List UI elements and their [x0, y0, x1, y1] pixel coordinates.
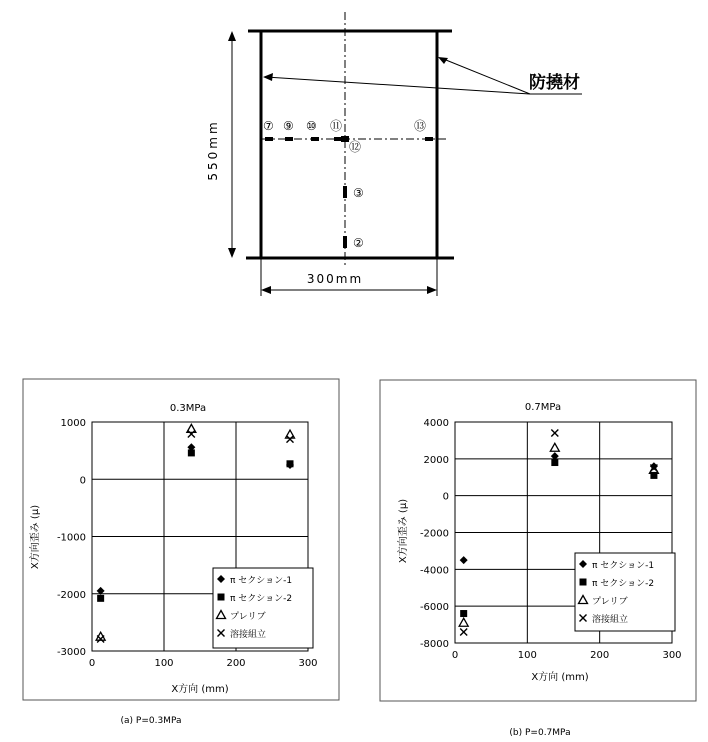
chart-b-point-s4 — [551, 430, 558, 437]
chart-a-ytick-label: 1000 — [60, 418, 86, 429]
chart-b-ytick-label: 0 — [442, 491, 449, 503]
chart-b-legend-marker — [580, 579, 587, 586]
chart-a-ytick-label: -2000 — [56, 589, 86, 601]
dim-width-label: 300mm — [306, 272, 364, 286]
chart-b-ytick-label: -2000 — [419, 528, 449, 540]
chart-b-xtick-label: 0 — [451, 650, 459, 661]
chart-b-legend-label: 溶接組立 — [592, 615, 629, 625]
chart-b-legend — [575, 553, 675, 631]
chart-b-point-s3 — [459, 618, 468, 626]
chart-a-title: 0.3MPa — [169, 403, 207, 414]
stiffener-label: 防撓材 — [529, 73, 580, 93]
gauge-label: ② — [353, 236, 364, 250]
chart-a-xtick-label: 0 — [88, 658, 96, 669]
chart-a-legend-label: π セクション-1 — [230, 576, 293, 586]
chart-b-point-s2 — [460, 610, 467, 617]
chart-b-caption: (b) P=0.7MPa — [509, 728, 571, 738]
chart-a-xtick-label: 200 — [226, 658, 246, 669]
gauge-label: ⑩ — [306, 119, 317, 133]
chart-b-legend-label: π セクション-2 — [592, 579, 655, 589]
chart-a-legend-label: π セクション-2 — [230, 594, 293, 604]
chart-b-ytick-label: 4000 — [423, 418, 449, 429]
chart-b-xlabel: X方向 (mm) — [531, 672, 589, 683]
chart-a-legend-label: プレリブ — [230, 612, 266, 622]
chart-b-ytick-label: -4000 — [419, 565, 449, 577]
gauge-label: ③ — [353, 186, 364, 200]
chart-a-ytick-label: -1000 — [56, 532, 86, 544]
chart-b-xtick-label: 200 — [590, 650, 610, 661]
gauge-label: ⑨ — [283, 119, 294, 133]
chart-b-ylabel: X方向歪み (μ) — [398, 498, 409, 564]
chart-b-ytick-label: -6000 — [419, 602, 449, 614]
chart-a-xtick-label: 100 — [154, 658, 174, 669]
chart-b-title: 0.7MPa — [524, 402, 562, 413]
chart-b-ytick-label: 2000 — [423, 454, 449, 466]
chart-b-point-s2 — [551, 459, 558, 466]
chart-b-point-s1 — [460, 556, 468, 564]
chart-a-legend-label: 溶接組立 — [230, 630, 267, 640]
chart-b-point-s4 — [460, 628, 467, 635]
chart-b-legend-label: π セクション-1 — [592, 561, 655, 571]
chart-b-xtick-label: 300 — [662, 650, 682, 661]
dim-height-label: 550mm — [206, 119, 220, 181]
chart-a-ylabel: X方向歪み (μ) — [30, 504, 41, 570]
chart-b-legend-label: プレリブ — [592, 597, 628, 607]
gauge-label: ⑪ — [330, 119, 343, 133]
chart-a-ytick-label: -3000 — [56, 647, 86, 658]
chart-a-ytick-label: 0 — [79, 475, 86, 487]
gauge-label: ⑫ — [349, 140, 362, 154]
chart-b-xtick-label: 100 — [517, 650, 537, 661]
chart-a-caption: (a) P=0.3MPa — [120, 716, 182, 726]
chart-a-xtick-label: 300 — [298, 658, 318, 669]
gauge-label: ⑦ — [263, 119, 274, 133]
gauge-label: ⑬ — [414, 119, 427, 133]
chart-b-point-s3 — [550, 443, 559, 451]
chart-a-xlabel: X方向 (mm) — [171, 684, 229, 695]
chart-b-ytick-label: -8000 — [419, 639, 449, 650]
